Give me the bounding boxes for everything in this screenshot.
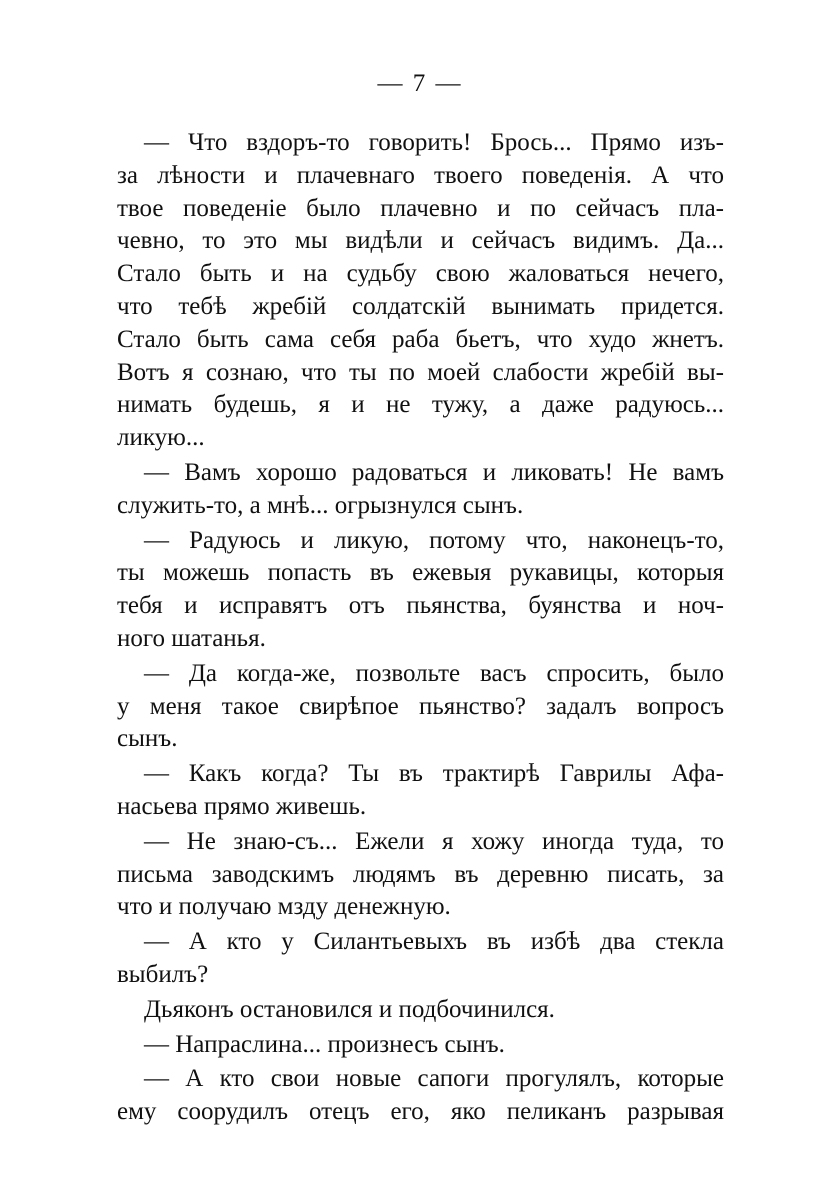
text-line: Стало быть и на судьбу свою жаловаться нечего, xyxy=(117,260,724,288)
text-line: — Не знаю-съ... Ежели я хожу иногда туда, то xyxy=(144,827,724,855)
text-line: за лѣности и плачевнаго твоего поведенія. А что xyxy=(117,161,724,189)
text-line: служить-то, а мнѣ... огрызнулся сынъ. xyxy=(117,491,524,519)
text-line: ного шатанья. xyxy=(117,624,266,652)
text-line: нимать будешь, я и не тужу, а даже радуюсь... xyxy=(117,391,724,419)
page-number: — 7 — xyxy=(377,70,463,97)
paragraph xyxy=(117,525,724,656)
text-line: ему соорудилъ отецъ его, яко пеликанъ разрывая xyxy=(117,1098,724,1126)
text-line: сынъ. xyxy=(117,725,178,753)
text-line: что и получаю мзду денежную. xyxy=(117,893,451,921)
text-line: Дьяконъ остановился и подбочинился. xyxy=(144,995,555,1023)
text-line: ликую... xyxy=(117,424,205,452)
paragraph xyxy=(117,826,724,924)
paragraph xyxy=(117,1029,724,1062)
text-line: — Что вздоръ-то говорить! Брось... Прямо изъ- xyxy=(144,129,724,156)
paragraph xyxy=(117,457,724,523)
text-line: письма заводскимъ людямъ въ деревню писать, за xyxy=(117,860,724,888)
text-line: — Да когда-же, позвольте васъ спросить, было xyxy=(144,659,724,687)
paragraph xyxy=(117,1063,724,1129)
text-line: чевно, то это мы видѣли и сейчасъ видимъ. Да... xyxy=(117,227,724,255)
text-line: ты можешь попасть въ ежевыя рукавицы, которыя xyxy=(117,559,724,587)
paragraph xyxy=(117,994,724,1027)
text-line: твое поведеніе было плачевно и по сейчасъ пла- xyxy=(117,194,724,222)
text-line: — Напраслина... произнесъ сынъ. xyxy=(144,1030,505,1058)
text-line: — А кто у Силантьевыхъ въ избѣ два стекла xyxy=(144,928,724,956)
text-line: Вотъ я сознаю, что ты по моей слабости жребій вы- xyxy=(117,358,724,386)
text-line: что тебѣ жребій солдатскій вынимать придется. xyxy=(117,292,724,320)
paragraph xyxy=(117,758,724,824)
body-text xyxy=(117,127,724,1131)
text-line: Стало быть сама себя раба бьетъ, что худо жнетъ. xyxy=(117,325,724,353)
text-line: — Радуюсь и ликую, потому что, наконецъ-то, xyxy=(144,526,724,554)
paragraph xyxy=(117,926,724,992)
text-line: — Вамъ хорошо радоваться и ликовать! Не вамъ xyxy=(144,458,724,486)
paragraph xyxy=(117,658,724,756)
text-line: тебя и исправятъ отъ пьянства, буянства и ноч- xyxy=(117,592,724,620)
text-line: выбилъ? xyxy=(117,960,209,988)
text-line: — А кто свои новые сапоги прогулялъ, которые xyxy=(144,1065,724,1093)
text-line: насьева прямо живешь. xyxy=(117,792,367,820)
text-line: — Какъ когда? Ты въ трактирѣ Гаврилы Афа- xyxy=(144,760,724,788)
text-line: у меня такое свирѣпое пьянство? задалъ вопросъ xyxy=(117,692,724,720)
paragraph xyxy=(117,127,724,455)
